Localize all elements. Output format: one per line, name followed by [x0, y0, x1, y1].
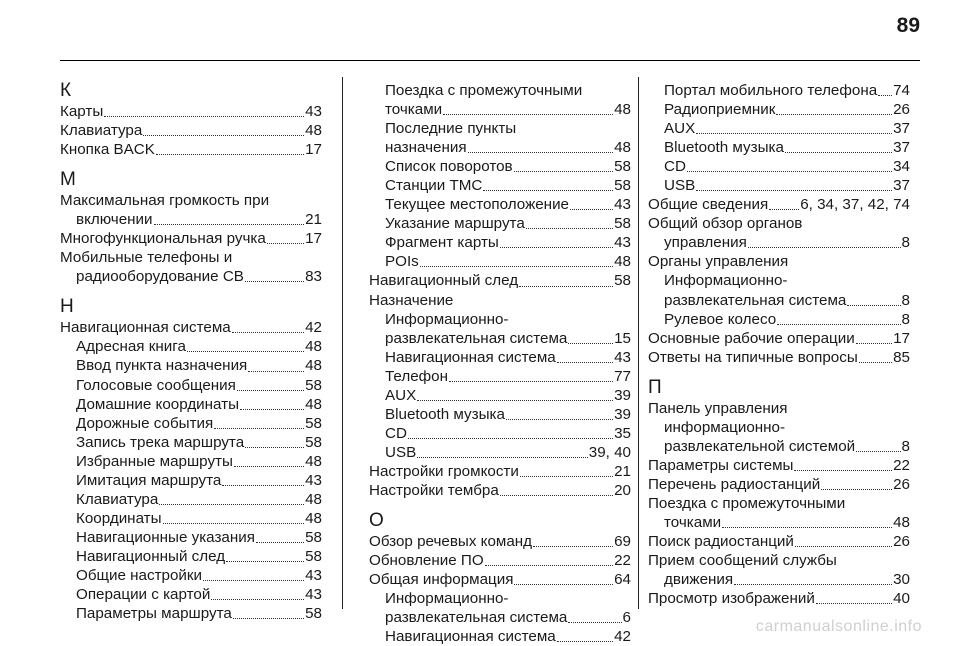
- index-entry-page-ref[interactable]: 58: [614, 215, 631, 233]
- index-entry-text: Просмотр изображений: [648, 590, 815, 608]
- index-entry: [60, 547, 322, 566]
- index-entry-page-ref[interactable]: 26: [893, 101, 910, 119]
- index-entry-page-ref[interactable]: 58: [305, 605, 322, 623]
- index-entry-text: Общий обзор органов: [648, 215, 803, 233]
- index-entry: [60, 376, 322, 395]
- index-entry: [369, 157, 631, 176]
- index-entry-text: точками: [385, 101, 443, 119]
- page-number: 89: [896, 14, 920, 37]
- dot-leader: [443, 114, 613, 115]
- index-letter-heading: Н: [60, 296, 74, 318]
- index-entry-page-ref[interactable]: 39: [614, 405, 631, 423]
- index-entry: [369, 424, 631, 443]
- index-entry-text: Мобильные телефоны и: [60, 249, 233, 267]
- index-entry-text: USB: [664, 177, 696, 195]
- index-entry-text: CD: [385, 424, 407, 442]
- dot-leader: [696, 133, 892, 134]
- index-entry: [648, 195, 910, 214]
- index-entry-page-ref[interactable]: 43: [305, 103, 322, 120]
- dot-leader: [214, 428, 304, 429]
- index-entry-text: Клавиатура: [76, 490, 159, 508]
- index-entry-page-ref[interactable]: 43: [305, 586, 322, 604]
- index-letter-heading: К: [60, 80, 72, 101]
- dot-leader: [485, 565, 613, 566]
- index-entry-page-ref[interactable]: 48: [305, 452, 322, 470]
- index-entry: [369, 310, 631, 348]
- dot-leader: [408, 438, 613, 439]
- index-entry-page-ref[interactable]: 69: [614, 533, 631, 551]
- dot-leader: [449, 381, 613, 382]
- index-entry: [60, 248, 322, 286]
- index-entry-page-ref[interactable]: 48: [305, 395, 322, 413]
- index-entry: [648, 456, 910, 475]
- section-gap: [369, 500, 631, 510]
- index-entry-page-ref[interactable]: 35: [614, 424, 631, 442]
- index-entry-page-ref[interactable]: 58: [305, 376, 322, 394]
- index-entry: [369, 589, 631, 627]
- index-entry-text: Общие сведения: [648, 196, 769, 214]
- index-entry-page-ref[interactable]: 26: [893, 533, 910, 551]
- dot-leader: [222, 485, 304, 486]
- dot-leader: [483, 190, 613, 191]
- index-entry-page-ref[interactable]: 8: [901, 437, 910, 455]
- index-entry: [648, 532, 910, 551]
- index-entry-page-ref[interactable]: 37: [893, 177, 910, 195]
- index-entry: [60, 395, 322, 414]
- index-entry-text: Обновление ПО: [369, 552, 484, 570]
- dot-leader: [245, 281, 304, 282]
- index-entry-text: Общая информация: [369, 571, 514, 589]
- index-entry-text: AUX: [664, 120, 696, 138]
- index-entry: [60, 318, 322, 337]
- dot-leader: [568, 622, 621, 623]
- index-entry-text: Ввод пункта назначения: [76, 357, 248, 375]
- index-entry-text: Параметры системы: [648, 456, 794, 474]
- dot-leader: [514, 171, 613, 172]
- index-entry-page-ref[interactable]: 48: [614, 253, 631, 271]
- index-entry-page-ref[interactable]: 58: [305, 433, 322, 451]
- index-entry-page-ref[interactable]: 43: [305, 471, 322, 489]
- dot-leader: [143, 135, 304, 136]
- dot-leader: [500, 495, 613, 496]
- index-entry: [60, 585, 322, 604]
- index-entry: [648, 310, 910, 329]
- index-entry-text: точками: [664, 513, 722, 531]
- index-entry-page-ref[interactable]: 43: [614, 196, 631, 214]
- index-entry: [60, 356, 322, 375]
- index-entry: [60, 121, 322, 140]
- index-entry-text: Навигационные указания: [76, 528, 255, 546]
- index-entry-page-ref[interactable]: 26: [893, 475, 910, 493]
- index-entry-text: POIs: [385, 253, 419, 271]
- index-entry: [369, 443, 631, 462]
- index-entry-text: Bluetooth музыка: [385, 405, 505, 423]
- index-entry: [648, 81, 910, 100]
- index-entry-text: Перечень радиостанций: [648, 475, 821, 493]
- index-entry-page-ref[interactable]: 85: [893, 348, 910, 366]
- index-entry-page-ref[interactable]: 43: [614, 348, 631, 366]
- dot-leader: [267, 243, 304, 244]
- index-entry-text: Карты: [60, 103, 104, 120]
- dot-leader: [856, 451, 900, 452]
- index-entry-text: Настройки тембра: [369, 481, 499, 499]
- section-gap: [60, 159, 322, 169]
- index-entry-page-ref[interactable]: 17: [893, 329, 910, 347]
- index-entry-page-ref[interactable]: 8: [901, 310, 910, 328]
- index-entry-page-ref[interactable]: 21: [305, 211, 322, 229]
- index-entry-text: Основные рабочие операции: [648, 329, 855, 347]
- index-entry-text: Информационно-: [385, 590, 509, 608]
- index-entry-page-ref[interactable]: 58: [305, 528, 322, 546]
- index-entry: [60, 604, 322, 623]
- dot-leader: [794, 470, 892, 471]
- index-entry-page-ref[interactable]: 58: [614, 177, 631, 195]
- index-entry-page-ref[interactable]: 77: [614, 367, 631, 385]
- index-entry: [369, 570, 631, 589]
- dot-leader: [859, 362, 892, 363]
- index-entry-page-ref[interactable]: 58: [305, 547, 322, 565]
- index-entry: [60, 433, 322, 452]
- section-gap: [60, 286, 322, 296]
- index-entry-page-ref[interactable]: 48: [305, 490, 322, 508]
- dot-leader: [234, 466, 304, 467]
- index-entry-text: Информационно-: [664, 272, 788, 290]
- index-column-3: [648, 81, 910, 608]
- index-entry-text: Обзор речевых команд: [369, 533, 533, 551]
- index-entry: [60, 566, 322, 585]
- index-entry-text: Органы управления: [648, 253, 789, 271]
- index-entry: [648, 214, 910, 252]
- index-entry-page-ref[interactable]: 48: [614, 139, 631, 157]
- index-entry-text: Дорожные события: [76, 414, 214, 432]
- dot-leader: [514, 584, 613, 585]
- index-entry-text: Навигационная система: [60, 319, 231, 337]
- index-entry: [648, 119, 910, 138]
- index-entry: [60, 490, 322, 509]
- index-entry-text: Указание маршрута: [385, 215, 525, 233]
- index-entry-page-ref[interactable]: 48: [305, 357, 322, 375]
- index-entry: [369, 214, 631, 233]
- index-entry: [60, 337, 322, 356]
- index-entry: [369, 481, 631, 500]
- index-entry-page-ref[interactable]: 74: [893, 82, 910, 99]
- index-letter-heading: М: [60, 169, 76, 191]
- index-entry-text: Рулевое колесо: [664, 310, 777, 328]
- index-entry-text: Координаты: [76, 509, 162, 527]
- index-entry: [648, 494, 910, 532]
- dot-leader: [420, 266, 613, 267]
- index-entry-text: развлекательной системой: [664, 437, 856, 455]
- index-entry-text: Bluetooth музыка: [664, 139, 784, 157]
- index-entry: [60, 528, 322, 547]
- dot-leader: [687, 171, 892, 172]
- index-entry-page-ref[interactable]: 43: [305, 566, 322, 584]
- dot-leader: [163, 523, 305, 524]
- index-letter-heading: П: [648, 376, 662, 398]
- index-entry-page-ref[interactable]: 48: [893, 513, 910, 531]
- index-entry-page-ref[interactable]: 48: [305, 509, 322, 527]
- index-entry-page-ref[interactable]: 37: [893, 120, 910, 138]
- dot-leader: [878, 95, 892, 96]
- dot-leader: [526, 228, 613, 229]
- index-entry: [60, 191, 322, 229]
- index-entry-text: Навигационный след: [76, 547, 226, 565]
- index-column-1: [60, 80, 322, 623]
- index-entry-text: Общие настройки: [76, 566, 203, 584]
- dot-leader: [240, 409, 304, 410]
- index-entry-page-ref[interactable]: 17: [305, 141, 322, 159]
- index-entry-page-ref[interactable]: 58: [305, 414, 322, 432]
- index-entry-text: Домашние координаты: [76, 395, 240, 413]
- index-entry-page-ref[interactable]: 39: [614, 386, 631, 404]
- dot-leader: [795, 546, 892, 547]
- dot-leader: [203, 580, 304, 581]
- index-entry-text: Список поворотов: [385, 158, 513, 176]
- index-entry-text: радиооборудование CB: [76, 268, 244, 286]
- dot-leader: [468, 152, 614, 153]
- dot-leader: [245, 447, 304, 448]
- index-entry-page-ref[interactable]: 20: [614, 481, 631, 499]
- dot-leader: [696, 190, 892, 191]
- dot-leader: [232, 332, 304, 333]
- index-entry-text: Навигационная система: [385, 348, 556, 366]
- index-entry-page-ref[interactable]: 58: [614, 158, 631, 176]
- index-entry-text: Текущее местоположение: [385, 196, 569, 214]
- index-entry: [369, 532, 631, 551]
- index-entry-text: Телефон: [385, 367, 449, 385]
- dot-leader: [500, 247, 613, 248]
- index-entry: [369, 405, 631, 424]
- dot-leader: [187, 351, 304, 352]
- index-entry-text: Прием сообщений службы: [648, 552, 837, 570]
- dot-leader: [237, 390, 304, 391]
- dot-leader: [776, 114, 892, 115]
- index-entry-text: развлекательная система: [385, 609, 568, 627]
- dot-leader: [769, 209, 799, 210]
- index-entry-page-ref[interactable]: 43: [614, 234, 631, 252]
- index-entry-page-ref[interactable]: 34: [893, 158, 910, 176]
- index-entry: [60, 229, 322, 248]
- index-entry-text: Назначение: [369, 291, 454, 309]
- index-entry-page-ref[interactable]: 83: [305, 268, 322, 286]
- index-entry: [369, 233, 631, 252]
- dot-leader: [568, 343, 613, 344]
- index-entry: [60, 414, 322, 433]
- index-entry: [369, 176, 631, 195]
- index-entry-text: Радиоприемник: [664, 101, 776, 119]
- index-entry-text: развлекательная система: [664, 291, 847, 309]
- index-entry-text: Фрагмент карты: [385, 234, 499, 252]
- index-entry-text: Информационно-: [385, 310, 509, 328]
- section-gap: [648, 367, 910, 377]
- index-entry: [648, 551, 910, 589]
- index-entry: [648, 252, 910, 271]
- index-entry: [648, 271, 910, 309]
- index-entry-text: Последние пункты: [385, 120, 517, 138]
- index-entry-text: Станции TMC: [385, 177, 483, 195]
- index-entry-text: Панель управления: [648, 399, 788, 417]
- index-entry-text: Настройки громкости: [369, 462, 519, 480]
- index-entry-text: развлекательная система: [385, 329, 568, 347]
- index-entry-page-ref[interactable]: 42: [614, 628, 631, 646]
- index-entry: [369, 271, 631, 290]
- dot-leader: [506, 419, 613, 420]
- index-entry: [369, 252, 631, 271]
- index-entry: [648, 157, 910, 176]
- dot-leader: [570, 209, 613, 210]
- index-entry-page-ref[interactable]: 40: [893, 590, 910, 608]
- index-entry-page-ref[interactable]: 15: [614, 329, 631, 347]
- index-entry-text: Клавиатура: [60, 122, 143, 140]
- index-entry-text: Навигационная система: [385, 628, 556, 646]
- header-rule: [60, 60, 920, 61]
- index-entry-page-ref[interactable]: 48: [305, 338, 322, 356]
- index-entry: [648, 176, 910, 195]
- index-entry-text: Поездка с промежуточными: [648, 494, 846, 512]
- index-entry-page-ref[interactable]: 22: [614, 552, 631, 570]
- index-entry-page-ref[interactable]: 39, 40: [588, 443, 631, 461]
- index-entry-text: Операции с картой: [76, 586, 211, 604]
- index-entry-text: Кнопка BACK: [60, 141, 155, 159]
- index-entry-text: Имитация маршрута: [76, 471, 222, 489]
- dot-leader: [533, 546, 613, 547]
- index-entry: [648, 475, 910, 494]
- dot-leader: [847, 305, 900, 306]
- dot-leader: [821, 489, 892, 490]
- dot-leader: [777, 324, 900, 325]
- dot-leader: [417, 457, 588, 458]
- index-entry-page-ref[interactable]: 48: [614, 101, 631, 119]
- index-column-2: [369, 81, 631, 646]
- dot-leader: [104, 116, 304, 117]
- index-entry-page-ref[interactable]: 64: [614, 571, 631, 589]
- dot-leader: [785, 152, 892, 153]
- index-entry-text: управления: [664, 234, 747, 252]
- index-entry: [369, 81, 631, 119]
- index-entry-text: включении: [76, 211, 153, 229]
- index-entry-text: Многофункциональная ручка: [60, 230, 266, 248]
- index-entry: [648, 329, 910, 348]
- index-entry: [60, 471, 322, 490]
- index-entry-page-ref[interactable]: 8: [901, 291, 910, 309]
- index-entry: [369, 119, 631, 157]
- dot-leader: [211, 599, 304, 600]
- dot-leader: [748, 247, 901, 248]
- dot-leader: [226, 561, 304, 562]
- index-entry-page-ref[interactable]: 8: [901, 234, 910, 252]
- index-entry-text: Голосовые сообщения: [76, 376, 236, 394]
- index-entry-text: Поиск радиостанций: [648, 533, 794, 551]
- index-entry: [369, 627, 631, 646]
- dot-leader: [856, 343, 892, 344]
- index-entry: [369, 195, 631, 214]
- index-entry-page-ref[interactable]: 48: [305, 122, 322, 140]
- column-divider: [342, 77, 343, 609]
- index-entry-text: Адресная книга: [76, 338, 186, 356]
- index-entry: [369, 348, 631, 367]
- index-entry: [369, 367, 631, 386]
- index-entry-text: CD: [664, 158, 686, 176]
- index-entry: [369, 462, 631, 481]
- dot-leader: [154, 224, 305, 225]
- dot-leader: [159, 504, 304, 505]
- index-entry: [60, 140, 322, 159]
- index-entry-text: USB: [385, 443, 417, 461]
- index-entry-text: Поездка с промежуточными: [385, 82, 583, 99]
- index-entry-text: Избранные маршруты: [76, 452, 233, 470]
- index-entry-text: AUX: [385, 386, 417, 404]
- dot-leader: [520, 476, 613, 477]
- index-entry-text: Портал мобильного телефона: [664, 82, 878, 99]
- column-divider: [638, 77, 639, 609]
- index-entry-text: информационно-: [664, 418, 786, 436]
- index-entry-page-ref[interactable]: 37: [893, 139, 910, 157]
- dot-leader: [722, 527, 892, 528]
- index-entry: [369, 291, 631, 310]
- dot-leader: [734, 584, 892, 585]
- index-entry-text: Запись трека маршрута: [76, 433, 245, 451]
- dot-leader: [156, 154, 304, 155]
- index-entry: [369, 551, 631, 570]
- index-entry: [60, 102, 322, 121]
- dot-leader: [816, 603, 892, 604]
- index-entry-page-ref[interactable]: 21: [614, 462, 631, 480]
- dot-leader: [557, 362, 613, 363]
- dot-leader: [519, 286, 613, 287]
- index-entry: [60, 509, 322, 528]
- watermark: carmanualsonline.info: [755, 618, 922, 635]
- index-entry: [60, 452, 322, 471]
- index-entry-page-ref[interactable]: 42: [305, 319, 322, 337]
- index-entry: [648, 138, 910, 157]
- index-entry: [648, 100, 910, 119]
- index-letter-heading: О: [369, 510, 384, 532]
- index-entry-text: Ответы на типичные вопросы: [648, 348, 858, 366]
- index-entry-text: Навигационный след: [369, 272, 519, 290]
- index-entry-page-ref[interactable]: 58: [614, 272, 631, 290]
- index-entry-page-ref[interactable]: 30: [893, 571, 910, 589]
- dot-leader: [417, 400, 613, 401]
- index-entry: [648, 399, 910, 456]
- index-entry-page-ref[interactable]: 22: [893, 456, 910, 474]
- index-entry: [648, 348, 910, 367]
- index-entry: [648, 589, 910, 608]
- index-entry: [369, 386, 631, 405]
- index-entry-text: Параметры маршрута: [76, 605, 232, 623]
- index-entry-text: движения: [664, 571, 734, 589]
- dot-leader: [233, 618, 304, 619]
- index-entry-text: Максимальная громкость при: [60, 192, 270, 210]
- dot-leader: [248, 371, 304, 372]
- dot-leader: [256, 542, 304, 543]
- index-entry-text: назначения: [385, 139, 467, 157]
- index-entry-page-ref[interactable]: 6: [622, 609, 631, 627]
- index-entry-page-ref[interactable]: 6, 34, 37, 42, 74: [800, 196, 910, 214]
- index-entry-page-ref[interactable]: 17: [305, 230, 322, 248]
